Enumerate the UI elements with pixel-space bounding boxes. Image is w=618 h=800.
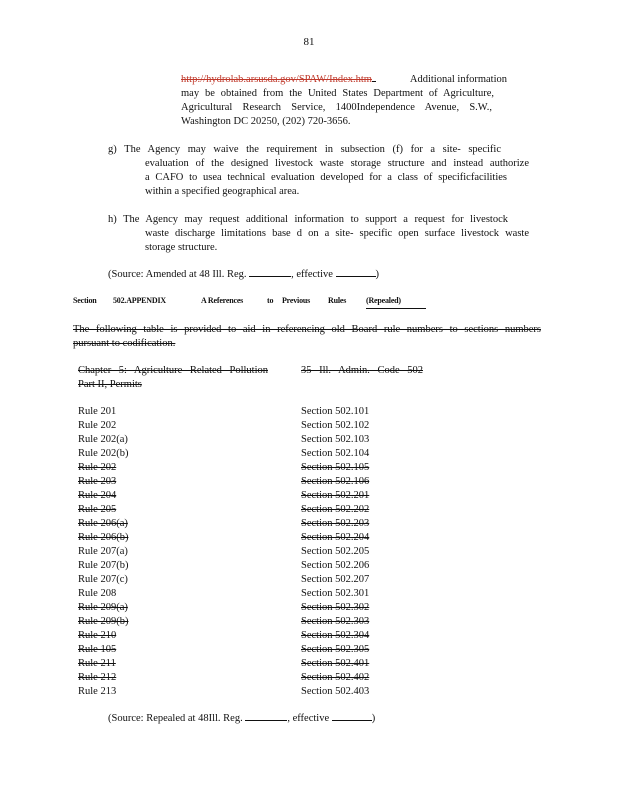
rule-cell: Rule 202 bbox=[78, 420, 117, 431]
para-g-line1: g) The Agency may waive the requirement in subsection (f) for a site- specific bbox=[108, 144, 501, 155]
source-repealed-note bbox=[108, 710, 375, 726]
source-repealed-text: (Source: Repealed at 48Ill. Reg. bbox=[108, 713, 243, 724]
rule-column bbox=[78, 405, 128, 699]
table-header-left-2: Part II, Permits bbox=[78, 379, 142, 390]
rule-cell: Rule 201 bbox=[78, 406, 117, 417]
rule-cell: Rule 202(a) bbox=[78, 434, 128, 445]
heading-previous: Previous bbox=[282, 296, 311, 305]
rule-cell: Rule 207(c) bbox=[78, 574, 128, 585]
source-amended-text: (Source: Amended at 48 Ill. Reg. bbox=[108, 269, 247, 280]
section-cell: Section 502.302 bbox=[301, 602, 370, 613]
struck-url: http://hydrolab.arsusda.gov/SPAW/Index.htm bbox=[181, 74, 372, 85]
rule-cell: Rule 204 bbox=[78, 490, 117, 501]
repealed-effective-blank bbox=[332, 710, 372, 721]
para-g-line3: a CAFO to usea technical evaluation developed for a class of specificfacilities bbox=[145, 172, 507, 183]
rule-cell: Rule 210 bbox=[78, 630, 117, 641]
rule-cell: Rule 208 bbox=[78, 588, 117, 599]
section-cell: Section 502.303 bbox=[301, 616, 370, 627]
effective-label: , effective bbox=[291, 269, 333, 280]
section-cell: Section 502.106 bbox=[301, 476, 370, 487]
rule-cell: Rule 202 bbox=[78, 462, 117, 473]
rule-cell: Rule 213 bbox=[78, 686, 117, 697]
intro-line2: pursuant to codification. bbox=[73, 338, 176, 349]
section-column bbox=[301, 405, 369, 699]
rule-cell: Rule 205 bbox=[78, 504, 117, 515]
rule-cell: Rule 209(a) bbox=[78, 602, 128, 613]
rule-cell: Rule 207(b) bbox=[78, 560, 129, 571]
para-g-line2: evaluation of the designed livestock waste storage structure and instead authorize bbox=[145, 158, 529, 169]
para-h-line1: h) The Agency may request additional information to support a request for livestock bbox=[108, 214, 508, 225]
table-header-right: 35 Ill. Admin. Code 502 bbox=[301, 365, 423, 376]
rule-cell: Rule 207(a) bbox=[78, 546, 128, 557]
para-f-line1-text: Additional information bbox=[409, 74, 507, 85]
section-heading bbox=[73, 294, 426, 309]
rule-cell: Rule 202(b) bbox=[78, 448, 129, 459]
section-cell: Section 502.403 bbox=[301, 686, 370, 697]
effective-blank bbox=[336, 266, 376, 277]
section-cell: Section 502.206 bbox=[301, 560, 370, 571]
rule-cell: Rule 206(a) bbox=[78, 518, 128, 529]
rule-cell: Rule 105 bbox=[78, 644, 117, 655]
heading-repealed: (Repealed) bbox=[366, 294, 426, 309]
section-cell: Section 502.301 bbox=[301, 588, 370, 599]
close-paren: ) bbox=[375, 269, 380, 280]
repealed-reg-blank bbox=[245, 710, 287, 721]
rule-cell: Rule 206(b) bbox=[78, 532, 129, 543]
section-cell: Section 502.202 bbox=[301, 504, 370, 515]
section-cell: Section 502.103 bbox=[301, 434, 370, 445]
rule-cell: Rule 209(b) bbox=[78, 616, 129, 627]
section-cell: Section 502.101 bbox=[301, 406, 370, 417]
section-cell: Section 502.105 bbox=[301, 462, 370, 473]
heading-letter: A References bbox=[201, 296, 244, 305]
para-h-line3: storage structure. bbox=[145, 242, 218, 253]
heading-section: Section bbox=[73, 296, 97, 305]
repealed-close-paren: ) bbox=[371, 713, 376, 724]
section-cell: Section 502.304 bbox=[301, 630, 370, 641]
repealed-effective-label: , effective bbox=[287, 713, 330, 724]
page-number: 81 bbox=[303, 36, 315, 48]
para-g-line4: within a specified geographical area. bbox=[145, 186, 300, 197]
section-cell: Section 502.205 bbox=[301, 546, 370, 557]
section-cell: Section 502.204 bbox=[301, 532, 370, 543]
para-f-line4: Washington DC 20250, (202) 720-3656. bbox=[181, 116, 351, 127]
heading-number: 502.APPENDIX bbox=[113, 296, 166, 305]
section-cell: Section 502.203 bbox=[301, 518, 370, 529]
source-amended-note bbox=[108, 266, 379, 282]
section-cell: Section 502.305 bbox=[301, 644, 370, 655]
heading-rules: Rules bbox=[328, 296, 347, 305]
intro-line1: The following table is provided to aid in referencing old Board rule numbers to sections numbers bbox=[73, 324, 541, 335]
para-f-line2: may be obtained from the United States Department of Agriculture, bbox=[181, 88, 494, 99]
para-f-line3: Agricultural Research Service, 1400Independence Avenue, S.W., bbox=[181, 102, 492, 113]
reg-blank bbox=[249, 266, 291, 277]
para-f-line1 bbox=[181, 73, 507, 87]
section-cell: Section 502.401 bbox=[301, 658, 370, 669]
table-header-left-1: Chapter 5: Agriculture Related Pollution bbox=[78, 365, 268, 376]
section-cell: Section 502.201 bbox=[301, 490, 370, 501]
section-cell: Section 502.207 bbox=[301, 574, 370, 585]
section-cell: Section 502.102 bbox=[301, 420, 370, 431]
rule-cell: Rule 211 bbox=[78, 658, 116, 669]
section-cell: Section 502.104 bbox=[301, 448, 370, 459]
heading-to: to bbox=[267, 296, 274, 305]
rule-cell: Rule 212 bbox=[78, 672, 117, 683]
rule-cell: Rule 203 bbox=[78, 476, 117, 487]
para-h-line2: waste discharge limitations base d on a site- specific open surface livestock waste bbox=[145, 228, 529, 239]
section-cell: Section 502.402 bbox=[301, 672, 370, 683]
